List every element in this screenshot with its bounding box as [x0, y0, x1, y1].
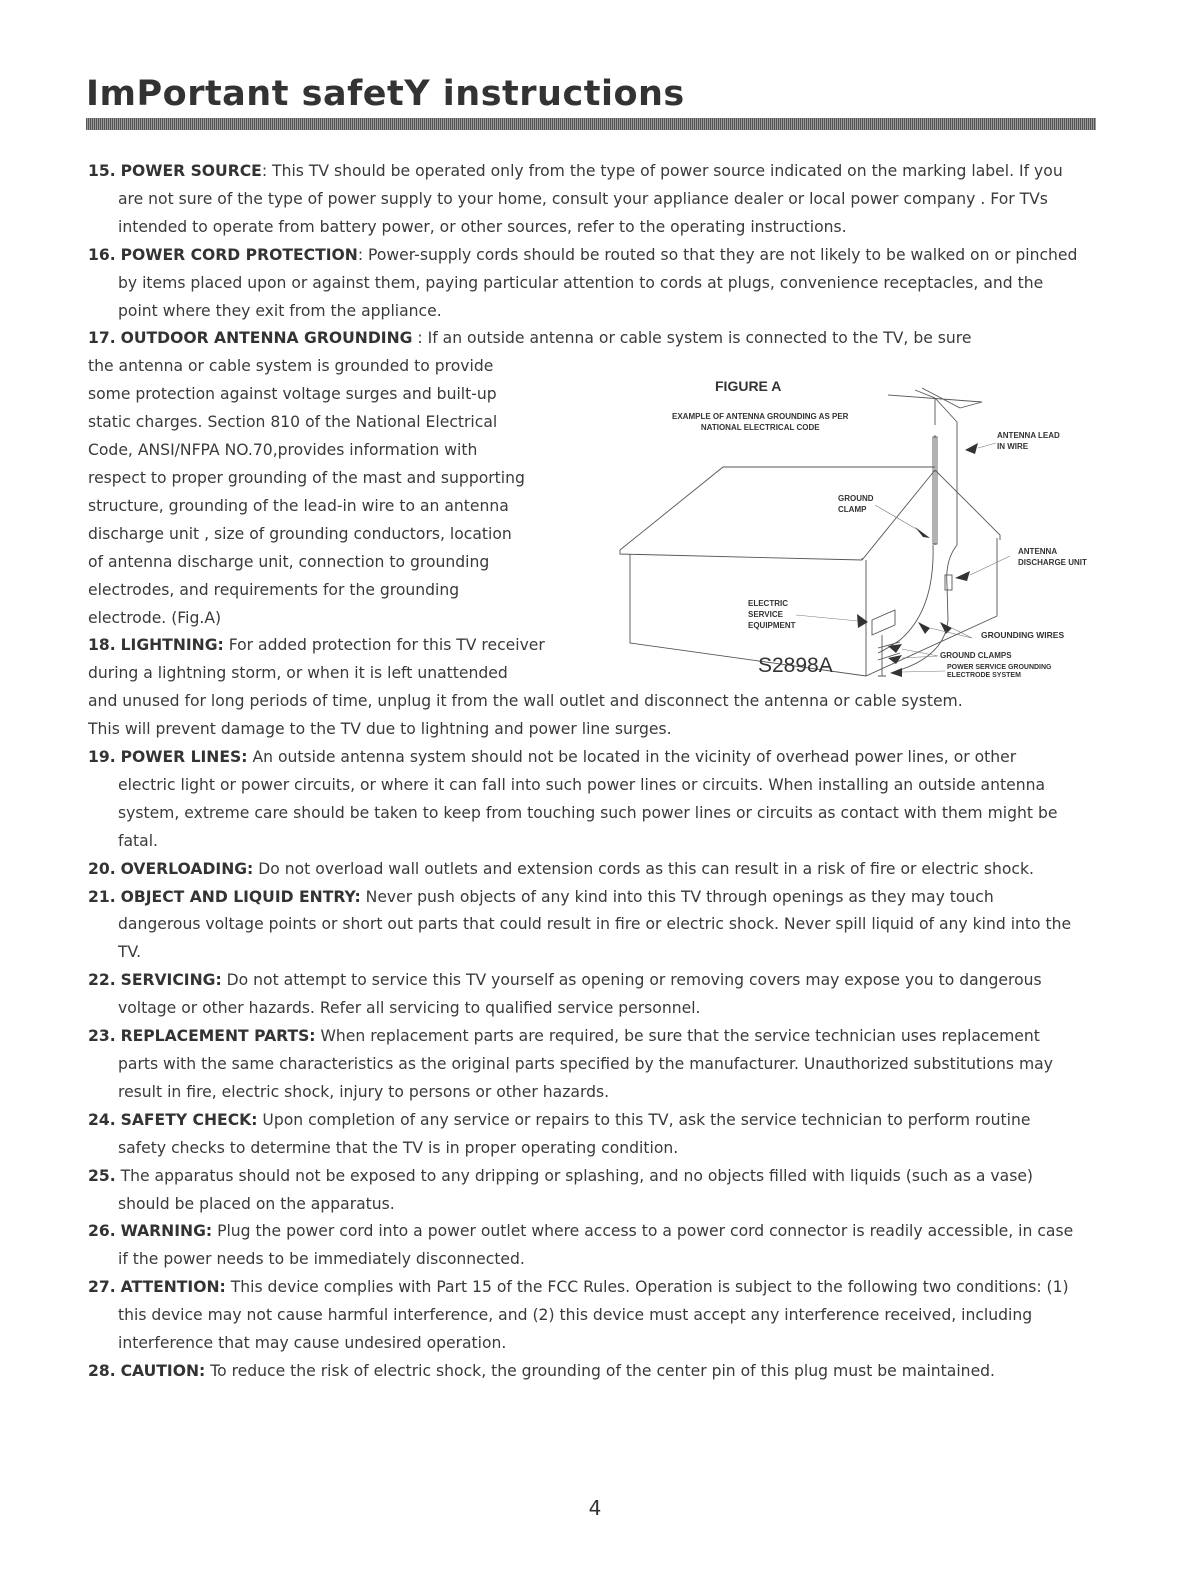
item-heading: SAFETY CHECK:	[120, 1110, 258, 1129]
instruction-15	[88, 158, 1078, 242]
item-line: static charges. Section 810 of the National Electrical	[88, 413, 498, 432]
item-number: 19.	[88, 748, 116, 767]
item-line: of antenna discharge unit, connection to grounding	[88, 552, 490, 571]
label-ground-clamps: GROUND CLAMPS	[940, 651, 1012, 661]
item-number: 18.	[88, 636, 116, 655]
instruction-27	[88, 1274, 1078, 1358]
antenna-mast-icon	[888, 388, 982, 545]
instruction-21	[88, 884, 1078, 968]
arrow-icons	[857, 443, 978, 677]
item-line: the antenna or cable system is grounded to provide	[88, 357, 494, 376]
item-body: For added protection for this TV receiver	[223, 636, 545, 655]
item-heading: POWER LINES:	[120, 748, 248, 767]
title-rule	[86, 118, 1096, 130]
item-number: 27.	[88, 1278, 116, 1297]
discharge-unit	[945, 575, 952, 590]
lead-in-wire	[900, 422, 957, 670]
item-body: An outside antenna system should not be located in the vicinity of overhead power lines, or other electric light or power circuits, or where it can fall into such power lines or circuits. When installing an outside antenna system, extreme care should be taken to keep from touching such power lines or circuits as contact with them might be fatal.	[118, 748, 1058, 850]
item-line: This will prevent damage to the TV due to lightning and power line surges.	[88, 720, 672, 739]
item-heading: WARNING:	[120, 1222, 213, 1241]
instruction-20	[88, 856, 1078, 884]
item-heading: ATTENTION:	[120, 1278, 226, 1297]
figure-subtitle: EXAMPLE OF ANTENNA GROUNDING AS PER NATIONAL ELECTRICAL CODE	[672, 412, 849, 433]
label-discharge-unit: ANTENNA DISCHARGE UNIT	[1018, 547, 1087, 568]
item-heading: SERVICING:	[120, 971, 222, 990]
item-line: Code, ANSI/NFPA NO.70,provides information with	[88, 441, 478, 460]
instruction-23	[88, 1023, 1078, 1107]
item-body: When replacement parts are required, be sure that the service technician uses replacement parts with the same characteristics as the original parts specified by the manufacturer. Unauthorized substitutions may result in fire, electric shock, injury to persons or other hazards.	[118, 1027, 1053, 1101]
item-number: 25.	[88, 1166, 116, 1185]
instruction-25	[88, 1163, 1078, 1219]
item-body: Do not overload wall outlets and extension cords as this can result in a risk of fire or electric shock.	[253, 859, 1034, 878]
instruction-26	[88, 1218, 1078, 1274]
item-heading: REPLACEMENT PARTS:	[120, 1027, 316, 1046]
item-number: 15.	[88, 162, 116, 180]
item-line: structure, grounding of the lead-in wire to an antenna	[88, 496, 509, 515]
electric-service-box	[872, 610, 895, 635]
item-heading: CAUTION:	[120, 1361, 206, 1380]
item-heading: OVERLOADING:	[120, 859, 254, 878]
label-power-service: POWER SERVICE GROUNDING ELECTRODE SYSTEM	[947, 664, 1052, 680]
page-title: ImPortant safetY instructions	[86, 74, 685, 114]
item-body: : If an outside antenna or cable system is connected to the TV, be sure	[412, 329, 972, 348]
figure-code: S2898A	[758, 654, 833, 678]
item-number: 16.	[88, 245, 116, 264]
item-line: electrode. (Fig.A)	[88, 608, 222, 627]
item-body: The apparatus should not be exposed to any dripping or splashing, and no objects filled with liquids (such as a vase) should be placed on the apparatus.	[115, 1166, 1033, 1213]
item-number: 26.	[88, 1222, 116, 1241]
item-body: : This TV should be operated only from the type of power source indicated on the marking label. If you are not sure of the type of power supply to your home, consult your appliance dealer or local power company . For TVs intended to operate from battery power, or other sources, refer to the operating instructions.	[118, 162, 1063, 236]
item-body: To reduce the risk of electric shock, the grounding of the center pin of this plug must be maintained.	[205, 1361, 996, 1380]
item-heading: OUTDOOR ANTENNA GROUNDING	[120, 329, 413, 348]
label-ground-clamp: GROUND CLAMP	[838, 494, 874, 515]
item-number: 20.	[88, 859, 116, 878]
house-outline	[620, 467, 1000, 676]
instruction-19	[88, 744, 1078, 856]
label-grounding-wires: GROUNDING WIRES	[981, 630, 1065, 641]
item-body: This device complies with Part 15 of the FCC Rules. Operation is subject to the following two conditions: (1) this device may not cause harmful interference, and (2) this device must accept any interference received, including interference that may cause undesired operation.	[118, 1278, 1069, 1353]
item-line: and unused for long periods of time, unplug it from the wall outlet and disconnect the antenna or cable system.	[88, 692, 963, 711]
label-antenna-lead: ANTENNA LEAD IN WIRE	[997, 431, 1060, 452]
instruction-22	[88, 967, 1078, 1023]
item-body: Never push objects of any kind into this TV through openings as they may touch dangerous voltage points or short out parts that could result in fire or electric shock. Never spill liquid of any kind into the TV.	[118, 887, 1072, 962]
figure-a-antenna-grounding	[600, 370, 1090, 690]
item-line: electrodes, and requirements for the grounding	[88, 580, 460, 599]
item-body: Do not attempt to service this TV yourself as opening or removing covers may expose you to dangerous voltage or other hazards. Refer all servicing to qualified service personnel.	[118, 971, 1042, 1018]
ground-wire	[878, 545, 933, 653]
item-body: : Power-supply cords should be routed so that they are not likely to be walked on or pinched by items placed upon or against them, paying particular attention to cords at plugs, convenience receptacles, and the point where they exit from the appliance.	[118, 245, 1078, 320]
item-number: 24.	[88, 1110, 116, 1129]
instruction-24	[88, 1107, 1078, 1163]
item-line: discharge unit , size of grounding conductors, location	[88, 524, 512, 543]
instruction-16	[88, 242, 1078, 326]
item-body: Upon completion of any service or repairs to this TV, ask the service technician to perform routine safety checks to determine that the TV is in proper operating condition.	[118, 1110, 1031, 1157]
page-number: 4	[588, 1496, 602, 1520]
item-number: 28.	[88, 1361, 116, 1380]
figure-title: FIGURE A	[715, 378, 782, 395]
instruction-28	[88, 1358, 1078, 1386]
instructions-list	[88, 158, 1087, 1386]
item-body: Plug the power cord into a power outlet where access to a power cord connector is readily accessible, in case if the power needs to be immediately disconnected.	[118, 1222, 1074, 1269]
item-line: some protection against voltage surges and built-up	[88, 385, 497, 404]
item-line: respect to proper grounding of the mast and supporting	[88, 468, 525, 487]
item-heading: POWER CORD PROTECTION	[120, 245, 358, 264]
item-number: 21.	[88, 887, 116, 906]
item-heading: POWER SOURCE	[120, 162, 262, 180]
item-line: during a lightning storm, or when it is left unattended	[88, 664, 508, 683]
label-electric-service: ELECTRIC SERVICE EQUIPMENT	[748, 599, 796, 631]
item-number: 22.	[88, 971, 116, 990]
item-heading: LIGHTNING:	[120, 636, 224, 655]
item-number: 17.	[88, 329, 116, 348]
item-number: 23.	[88, 1027, 116, 1046]
item-heading: OBJECT AND LIQUID ENTRY:	[120, 887, 361, 906]
